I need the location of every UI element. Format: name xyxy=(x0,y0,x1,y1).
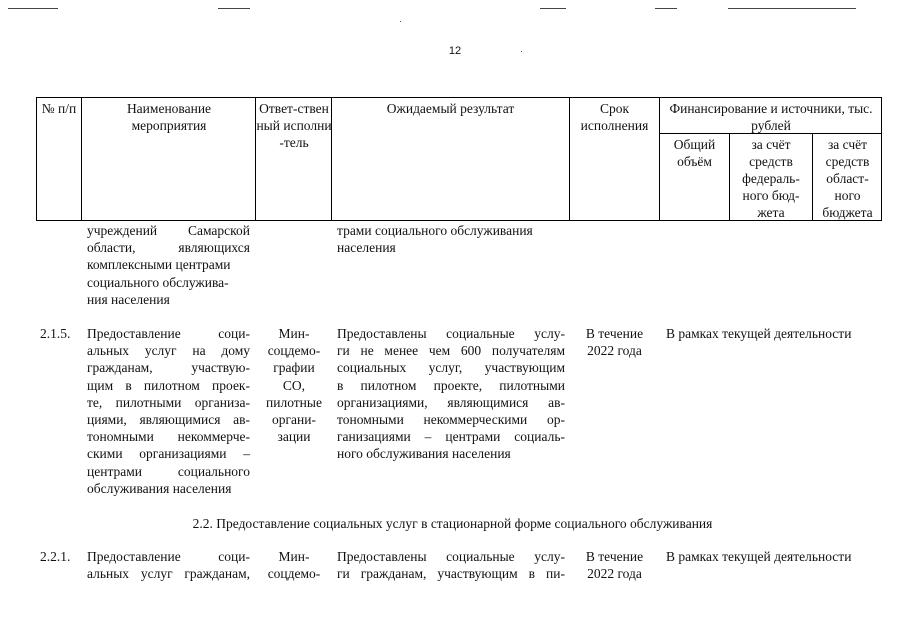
row-215-result: Предоставлены социальные услу- ги не менее чем 600 получателям социальных услуг, участвующим в пилотном проекте, пилотными организациями, являющимися ав- тономными некоммерческими ор- ганизациями – центрами социаль- ного обслуживания населения xyxy=(337,326,565,462)
scan-artifact-line xyxy=(540,8,566,9)
row-221-num: 2.2.1. xyxy=(40,549,71,564)
row-221-responsible: Мин- соцдемо- xyxy=(267,549,321,582)
row-221-result: Предоставлены социальные услу- ги гражданам, участвующим в пи- xyxy=(337,549,565,582)
header-total: Общий объём xyxy=(673,137,716,169)
scan-artifact-dot xyxy=(400,21,401,22)
header-financing: Финансирование и источники, тыс. рублей xyxy=(669,101,873,133)
scan-artifact-line xyxy=(655,8,677,9)
row-215-deadline: В течение 2022 года xyxy=(585,326,644,359)
header-responsible: Ответ-ственный исполни-тель xyxy=(256,101,332,150)
header-regional: за счёт средств област-ного бюджета xyxy=(822,137,873,220)
row-221-financing: В рамках текущей деятельности xyxy=(666,549,852,564)
scan-artifact-line xyxy=(728,8,856,9)
header-deadline: Срок исполнения xyxy=(580,101,649,133)
scan-artifact-line xyxy=(8,8,58,9)
row-215-name: Предоставление соци- альных услуг на дому гражданам, участвую- щим в пилотном проек- те, пилотными организа- циями, являющимися ав- тономными некоммерче- скими организациями – центрами социального обслуживания населения xyxy=(87,326,250,496)
page-number: 12 xyxy=(448,45,462,57)
section-heading-2-2: 2.2. Предоставление социальных услуг в стационарной форме социального обслуживания xyxy=(192,516,713,531)
header-result: Ожидаемый результат xyxy=(386,101,515,116)
row-215-financing: В рамках текущей деятельности xyxy=(666,326,852,341)
header-federal: за счёт средств федераль-ного бюд-жета xyxy=(742,137,800,220)
continuation-result: трами социального обслуживания населения xyxy=(337,223,533,256)
scan-artifact-line xyxy=(218,8,250,9)
header-name: Наименование мероприятия xyxy=(126,101,212,133)
row-215-responsible: Мин- соцдемо- графии СО, пилотные органи- зации xyxy=(266,326,322,445)
scan-artifact-dot xyxy=(521,51,522,52)
continuation-name: учреждений Самарской области, являющихся комплексными центрами социального обслужива- ния населения xyxy=(87,223,250,307)
row-215-num: 2.1.5. xyxy=(40,326,71,341)
table-header xyxy=(36,97,882,221)
row-221-deadline: В течение 2022 года xyxy=(585,549,644,582)
row-221-name: Предоставление соци- альных услуг гражданам, xyxy=(87,549,250,582)
header-num: № п/п xyxy=(41,101,77,116)
